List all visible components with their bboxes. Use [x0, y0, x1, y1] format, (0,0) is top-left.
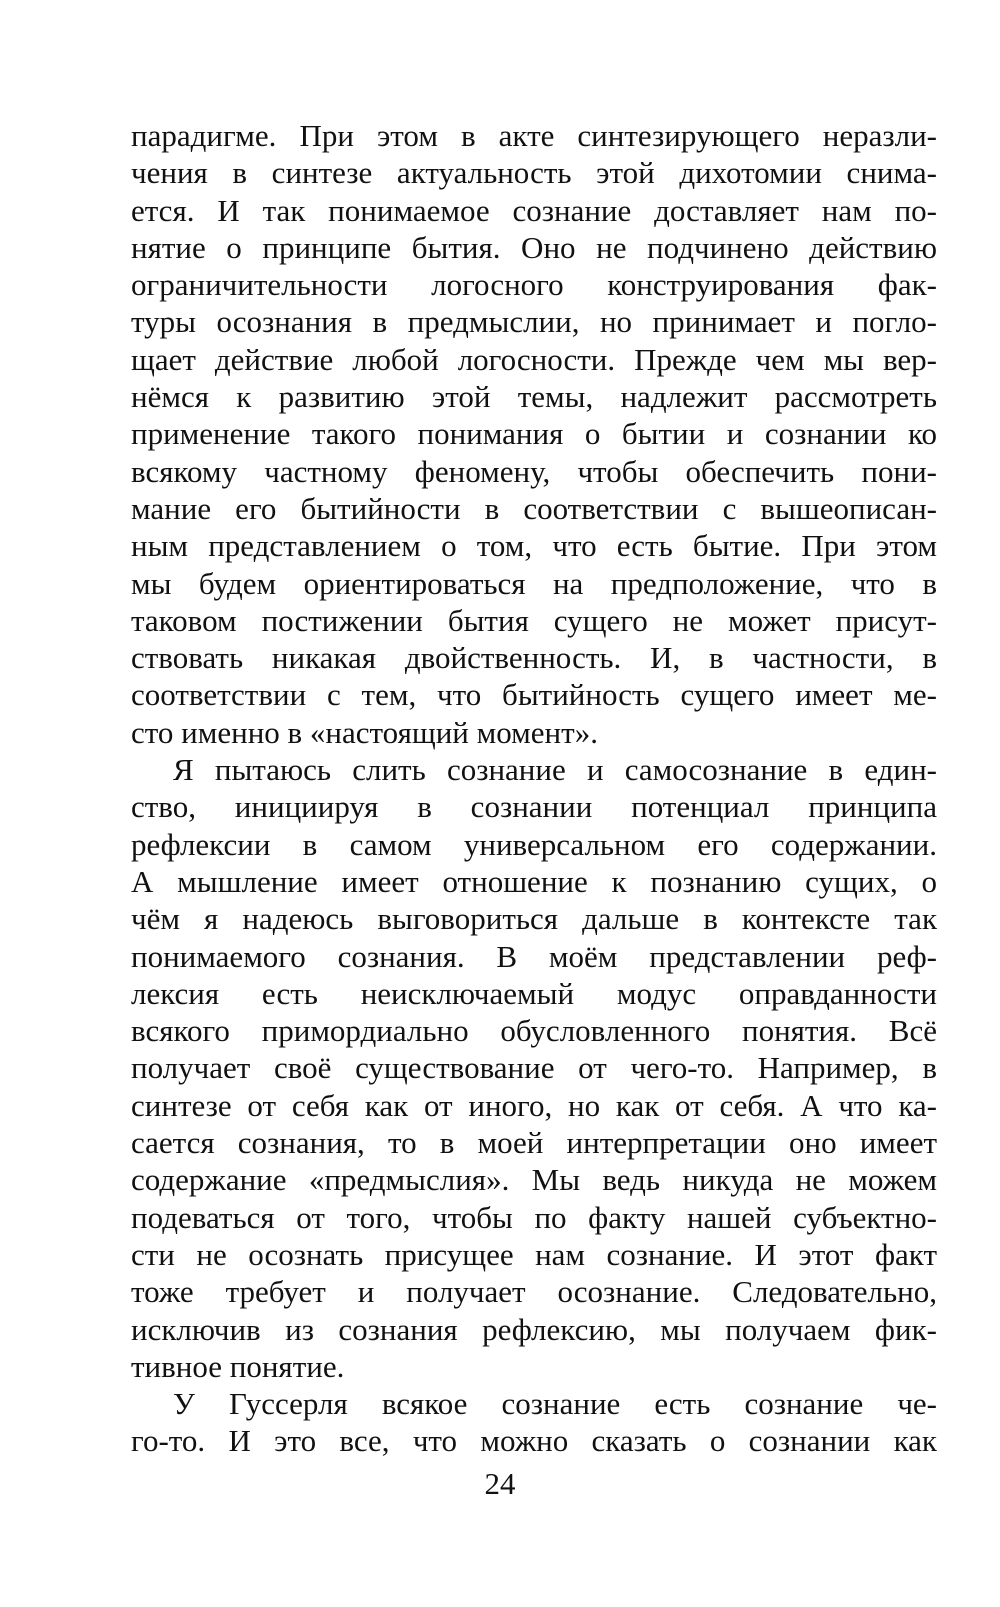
- text-line: нёмся к развитию этой темы, надлежит рассмотреть: [131, 379, 937, 415]
- text-line: применение такого понимания о бытии и сознании ко: [131, 416, 937, 452]
- text-line: ствовать никакая двойственность. И, в частности, в: [131, 640, 937, 676]
- text-line: чём я надеюсь выговориться дальше в контексте так: [131, 901, 937, 937]
- text-line: понимаемого сознания. В моём представлении реф-: [131, 938, 937, 974]
- text-line: подеваться от того, чтобы по факту нашей субъектно-: [131, 1199, 937, 1235]
- text-line: ограничительности логосного конструирования фак-: [131, 267, 937, 303]
- paragraph: [131, 117, 937, 751]
- text-line: рефлексии в самом универсальном его содержании.: [131, 826, 937, 862]
- text-line: сти не осознать присущее нам сознание. И этот факт: [131, 1236, 937, 1272]
- text-line: лексия есть неисключаемый модус оправданности: [131, 975, 937, 1011]
- text-line: мы будем ориентироваться на предположение, что в: [131, 565, 937, 601]
- text-line: щает действие любой логосности. Прежде чем мы вер-: [131, 341, 937, 377]
- paragraph: [131, 1385, 937, 1460]
- text-line: таковом постижении бытия сущего не может присут-: [131, 602, 937, 638]
- text-line: парадигме. При этом в акте синтезирующего неразли-: [131, 118, 937, 153]
- text-line: сто именно в «настоящий момент».: [131, 714, 598, 750]
- text-line: мание его бытийности в соответствии с вышеописан-: [131, 490, 937, 526]
- text-line: содержание «предмыслия». Мы ведь никуда не можем: [131, 1162, 937, 1198]
- text-line: чения в синтезе актуальность этой дихотомии снима-: [131, 155, 937, 191]
- text-line: тивное понятие.: [131, 1348, 345, 1384]
- text-line: получает своё существование от чего-то. Например, в: [131, 1050, 937, 1086]
- text-line: соответствии с тем, что бытийность сущего имеет ме-: [131, 677, 937, 713]
- text-line: ным представлением о том, что есть бытие. При этом: [131, 528, 937, 564]
- text-line: всякому частному феномену, чтобы обеспечить пони-: [131, 453, 937, 489]
- body-text: [131, 117, 937, 1460]
- text-line: туры осознания в предмыслии, но принимает и погло-: [131, 304, 937, 340]
- text-line: нятие о принципе бытия. Оно не подчинено действию: [131, 229, 937, 265]
- text-line: ство, инициируя в сознании потенциал принципа: [131, 789, 937, 825]
- text-line: всякого примордиально обусловленного понятия. Всё: [131, 1013, 937, 1049]
- paragraph: [131, 751, 937, 1385]
- text-line: Я пытаюсь слить сознание и самосознание в един-: [173, 752, 937, 788]
- text-line: исключив из сознания рефлексию, мы получаем фик-: [131, 1311, 937, 1347]
- text-line: го-то. И это все, что можно сказать о сознании как: [131, 1423, 937, 1459]
- text-line: У Гуссерля всякое сознание есть сознание че-: [173, 1386, 937, 1422]
- text-line: ется. И так понимаемое сознание доставляет нам по-: [131, 192, 937, 228]
- text-line: синтезе от себя как от иного, но как от себя. А что ка-: [131, 1087, 937, 1123]
- page-number: 24: [484, 1466, 516, 1501]
- text-line: А мышление имеет отношение к познанию сущих, о: [131, 863, 937, 899]
- text-line: тоже требует и получает осознание. Следовательно,: [131, 1274, 937, 1310]
- text-line: сается сознания, то в моей интерпретации оно имеет: [131, 1125, 937, 1161]
